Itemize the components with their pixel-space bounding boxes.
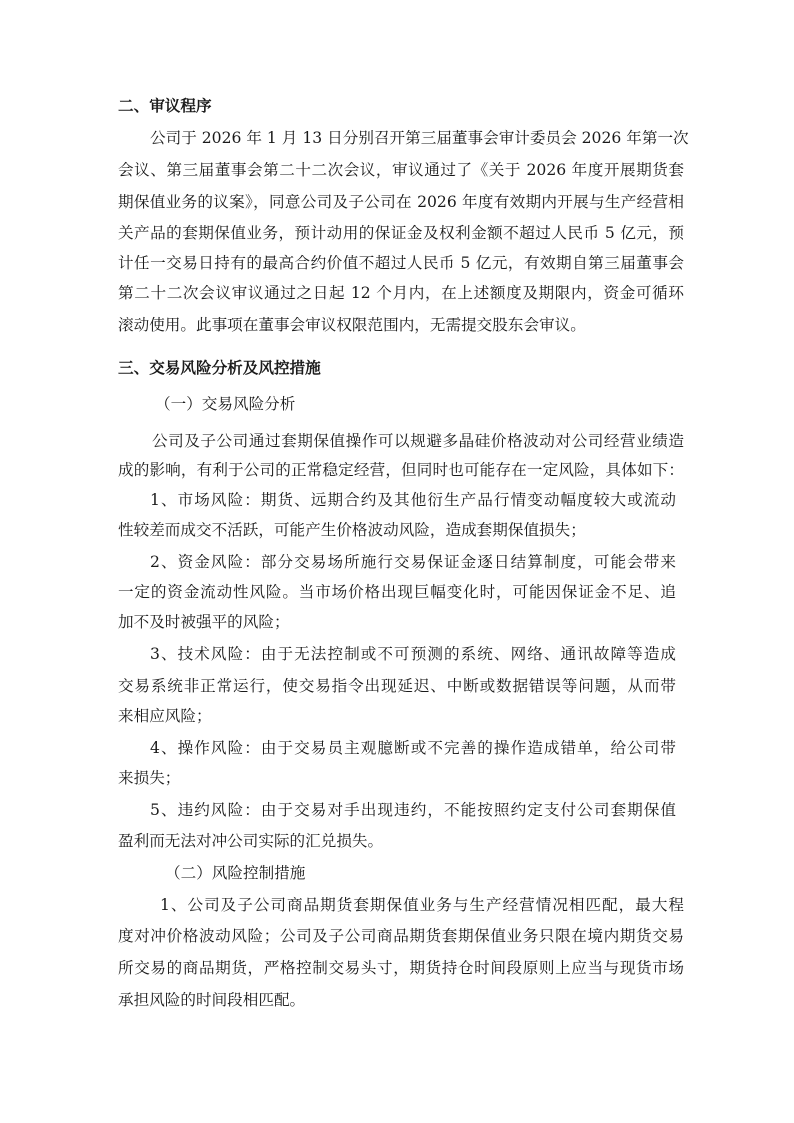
paragraph-line: 会议、第三届董事会第二十二次会议，审议通过了《关于 2026 年度开展期货套 — [118, 161, 684, 179]
paragraph-line: 公司于 2026 年 1 月 13 日分别召开第三届董事会审计委员会 2026 年第一次 — [150, 129, 689, 147]
paragraph-line: 性较差而成交不活跃，可能产生价格波动风险，造成套期保值损失； — [118, 521, 586, 539]
measure-item-1: 1、公司及子公司商品期货套期保值业务与生产经营情况相匹配，最大程 — [160, 896, 684, 914]
subsection-heading-risk-control: （二）风险控制措施 — [165, 864, 306, 882]
paragraph-line: 度对冲价格波动风险；公司及子公司商品期货套期保值业务只限在境内期货交易 — [118, 927, 684, 945]
paragraph-line: 承担风险的时间段相匹配。 — [118, 991, 306, 1009]
paragraph-line: 滚动使用。此事项在董事会审议权限范围内，无需提交股东会审议。 — [118, 316, 586, 334]
paragraph-line: 盈利而无法对冲公司实际的汇兑损失。 — [118, 832, 384, 850]
paragraph-line: 期保值业务的议案》，同意公司及子公司在 2026 年度有效期内开展与生产经营相 — [118, 193, 684, 211]
paragraph-line: 一定的资金流动性风险。当市场价格出现巨幅变化时，可能因保证金不足、追 — [118, 583, 676, 601]
paragraph-line: 第二十二次会议审议通过之日起 12 个月内，在上述额度及期限内，资金可循环 — [118, 284, 684, 302]
paragraph-line: 公司及子公司通过套期保值操作可以规避多晶硅价格波动对公司经营业绩造 — [152, 432, 684, 450]
paragraph-line: 来相应风险； — [118, 707, 212, 725]
risk-item-default: 5、违约风险：由于交易对手出现违约，不能按照约定支付公司套期保值 — [150, 801, 676, 819]
risk-item-technical: 3、技术风险：由于无法控制或不可预测的系统、网络、通讯故障等造成 — [150, 645, 676, 663]
paragraph-line: 计任一交易日持有的最高合约价值不超过人民币 5 亿元，有效期自第三届董事会 — [118, 254, 684, 272]
risk-item-capital: 2、资金风险：部分交易场所施行交易保证金逐日结算制度，可能会带来 — [150, 553, 676, 571]
paragraph-line: 关产品的套期保值业务，预计动用的保证金及权利金额不超过人民币 5 亿元，预 — [118, 224, 684, 242]
paragraph-line: 加不及时被强平的风险； — [118, 613, 290, 631]
paragraph-line: 来损失； — [118, 769, 181, 787]
section-heading-risk-analysis: 三、交易风险分析及风控措施 — [118, 359, 321, 377]
risk-item-market: 1、市场风险：期货、远期合约及其他衍生产品行情变动幅度较大或流动 — [150, 491, 676, 509]
risk-item-operational: 4、操作风险：由于交易员主观臆断或不完善的操作造成错单，给公司带 — [150, 739, 676, 757]
paragraph-line: 成的影响，有利于公司的正常稳定经营，但同时也可能存在一定风险，具体如下： — [118, 461, 684, 479]
paragraph-line: 所交易的商品期货，严格控制交易头寸，期货持仓时间段原则上应当与现货市场 — [118, 959, 684, 977]
paragraph-line: 交易系统非正常运行，使交易指令出现延迟、中断或数据错误等问题，从而带 — [118, 677, 676, 695]
section-heading-review-procedure: 二、审议程序 — [118, 97, 212, 115]
subsection-heading-trading-risk: （一）交易风险分析 — [155, 395, 296, 413]
